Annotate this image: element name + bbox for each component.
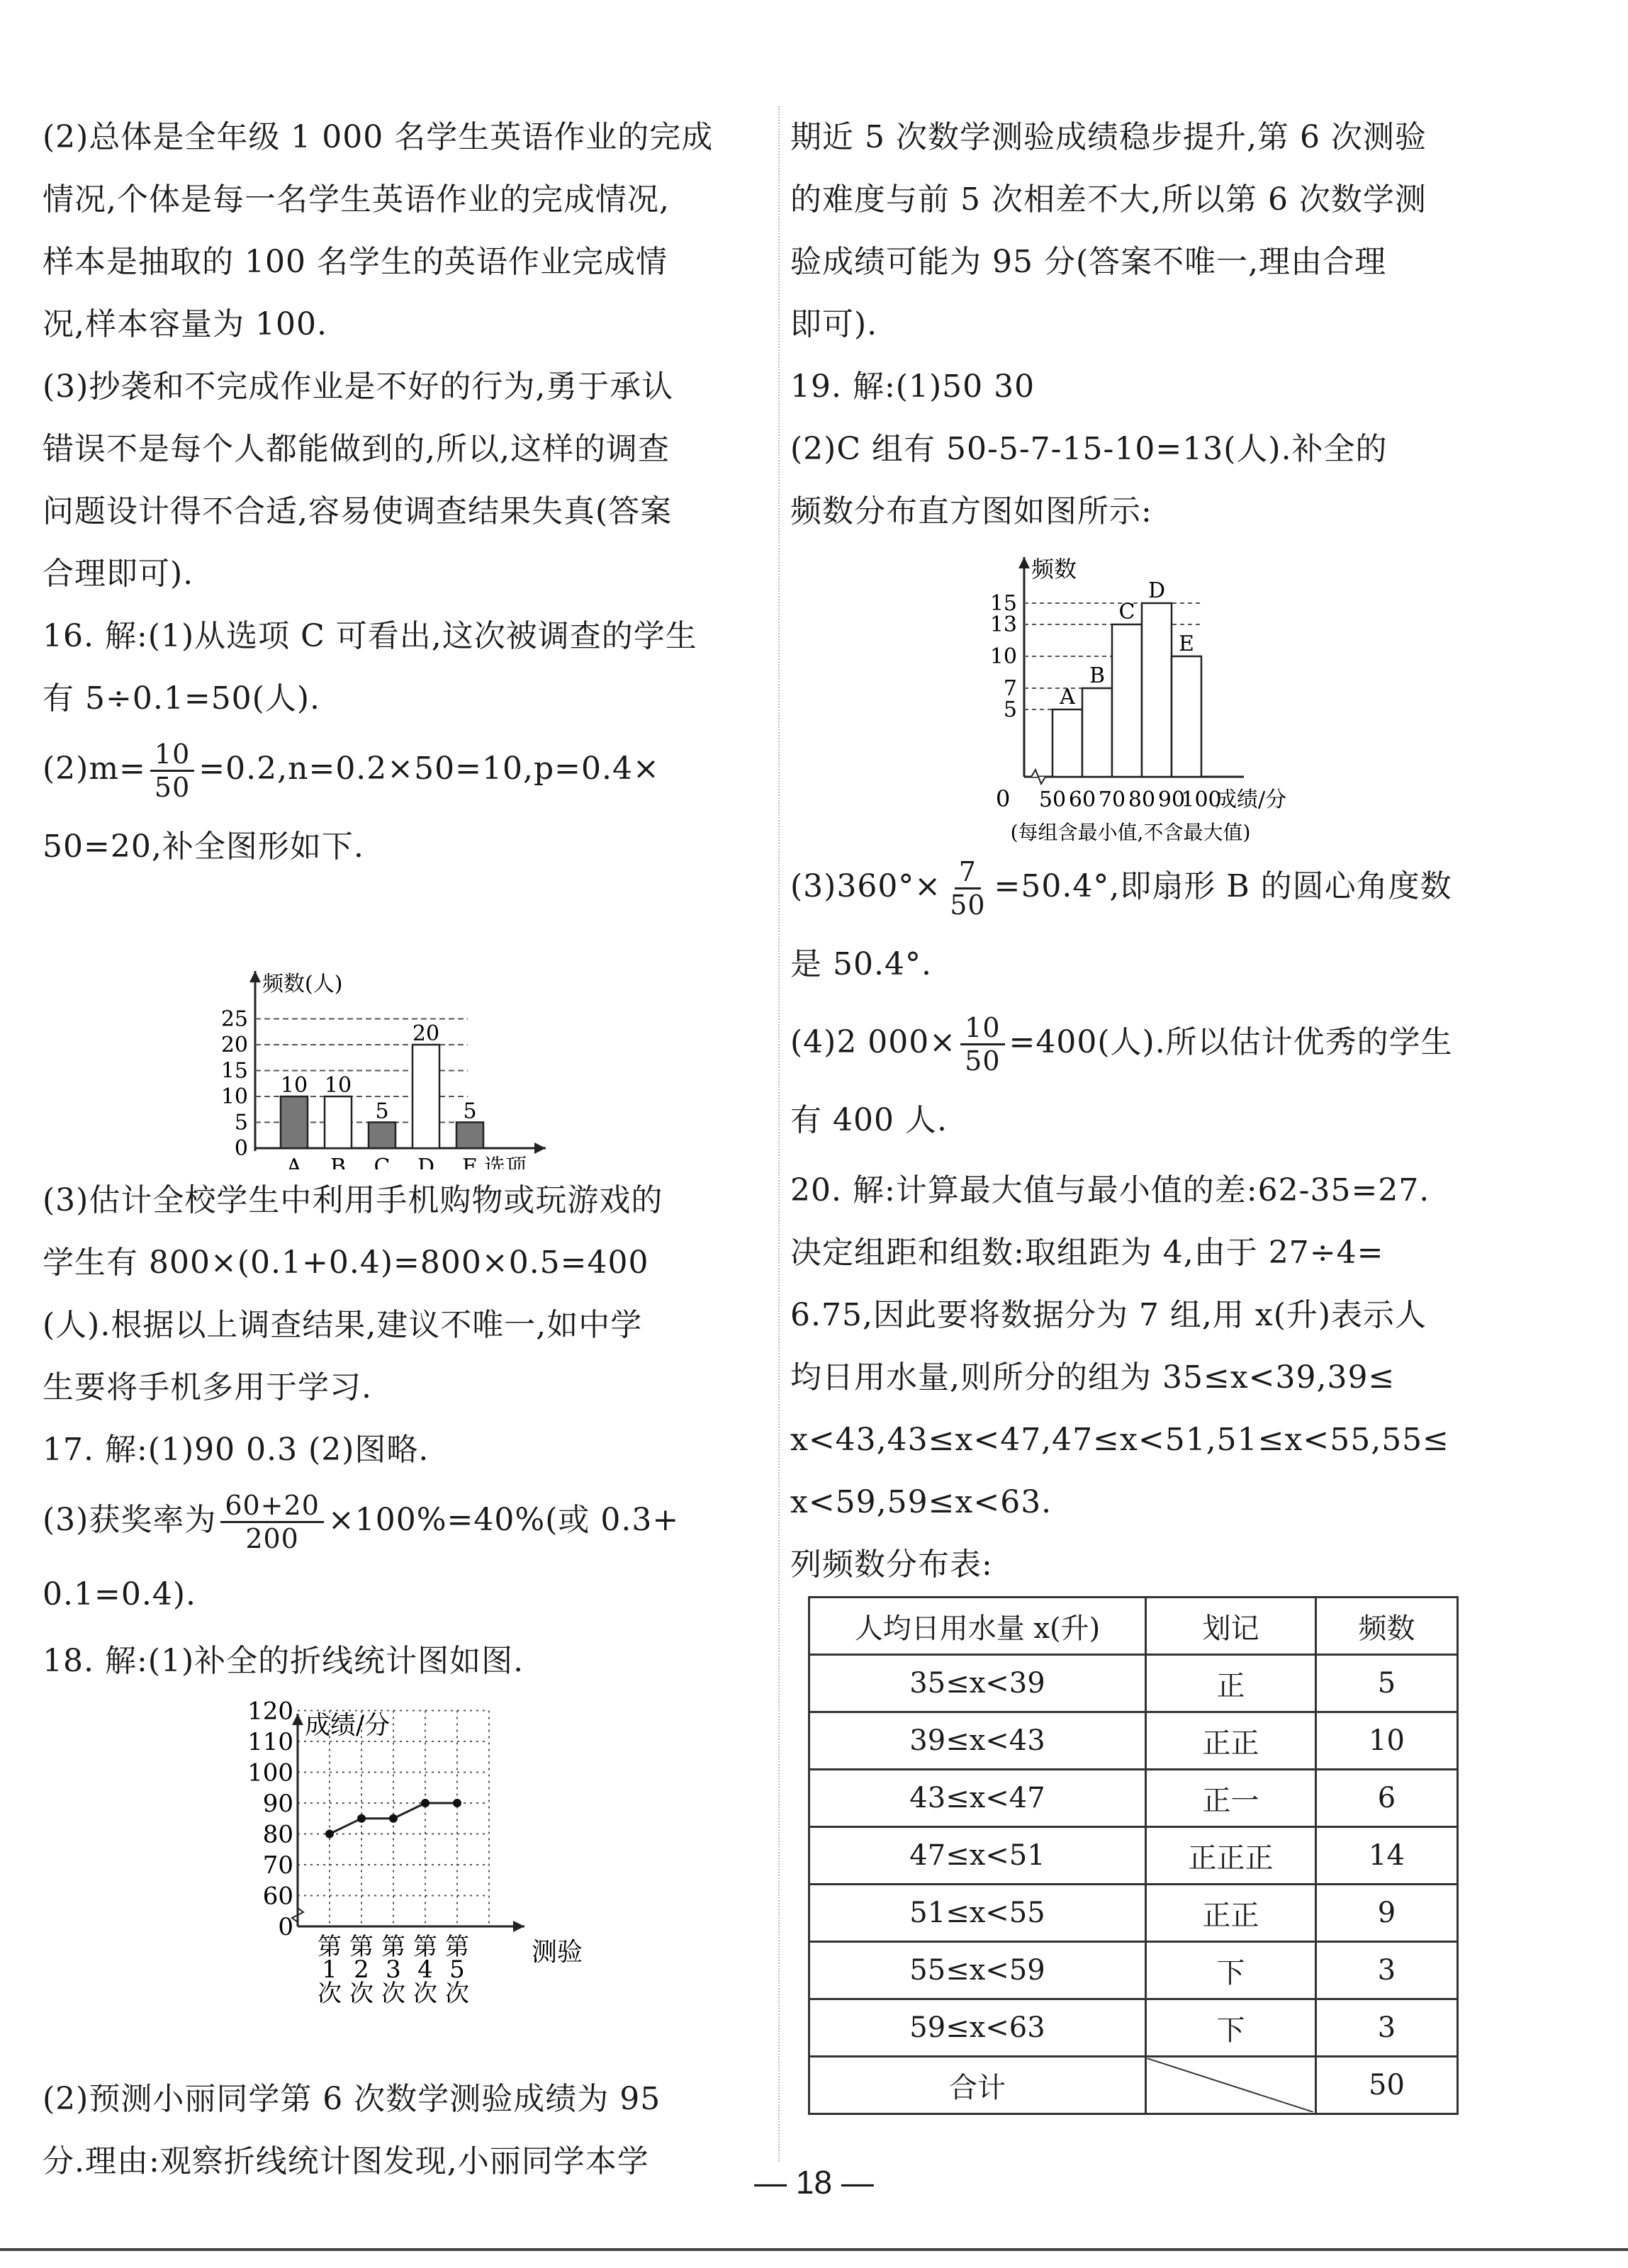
- table-cell: 正一: [1146, 1770, 1316, 1827]
- y-tick-label: 110: [247, 1728, 293, 1756]
- x-tick-label-top: 第: [445, 1933, 469, 1961]
- text-line: 即可).: [790, 306, 878, 342]
- text-span: (3)获奖率为: [43, 1502, 217, 1538]
- data-label: 5: [463, 1099, 477, 1124]
- y-axis-label: 成绩/分: [305, 1711, 391, 1740]
- q16-part3: [43, 1169, 737, 1419]
- x-tick-label: A: [286, 1155, 302, 1169]
- q18-line-chart-svg: [43, 1692, 737, 2068]
- x-axis-label: 选项: [484, 1155, 527, 1169]
- table-row: [809, 1655, 1458, 1712]
- x-axis-arrow: [534, 1143, 546, 1154]
- x-tick-label: 100: [1181, 787, 1222, 812]
- text-line: 验成绩可能为 95 分(答案不唯一,理由合理: [790, 244, 1387, 280]
- y-tick-label: 15: [989, 591, 1017, 616]
- table-cell: 50: [1316, 2057, 1458, 2114]
- q19-part3: [790, 848, 1488, 926]
- x-tick-label: 70: [1098, 787, 1126, 812]
- y-axis-arrow: [292, 1714, 303, 1725]
- q16-bar-chart: [43, 886, 737, 1169]
- data-label: 20: [412, 1021, 440, 1046]
- bin-bar-D: [1142, 603, 1172, 777]
- text-line: 频数分布直方图如图所示:: [790, 493, 1152, 529]
- table-cell: 55≤x<59: [809, 1942, 1146, 1999]
- x-tick-label: 90: [1157, 787, 1186, 812]
- table-cell: 6: [1316, 1770, 1458, 1827]
- text-line: 样本是抽取的 100 名学生的英语作业完成情: [43, 244, 668, 280]
- text-line: 16. 解:(1)从选项 C 可看出,这次被调查的学生: [43, 618, 697, 654]
- x-tick-label: B: [330, 1155, 347, 1169]
- text-line: 学生有 800×(0.1+0.4)=800×0.5=400: [43, 1245, 649, 1281]
- text-line: 是 50.4°.: [790, 946, 932, 982]
- text-line: 均日用水量,则所分的组为 35≤x<39,39≤: [790, 1359, 1396, 1396]
- fraction: [945, 856, 989, 921]
- y-tick-label: 10: [989, 644, 1017, 669]
- x-tick-label-bot: 次: [413, 1980, 437, 2008]
- data-point: [453, 1799, 461, 1807]
- bin-bar-A: [1052, 709, 1082, 777]
- bar-A: [281, 1096, 308, 1148]
- table-row: [809, 1999, 1458, 2057]
- y-tick-label: 20: [220, 1033, 248, 1057]
- bin-label: E: [1179, 631, 1194, 656]
- text-line: 情况,个体是每一名学生英语作业的完成情况,: [43, 181, 670, 218]
- bin-bar-B: [1082, 688, 1112, 777]
- diagonal-line: [1147, 2058, 1313, 2112]
- text-span: (4)2 000×: [790, 1024, 957, 1060]
- table-cell: 下: [1146, 1942, 1316, 1999]
- table-header: 频数: [1316, 1598, 1458, 1655]
- table-cell: 10: [1316, 1712, 1458, 1770]
- page-number: — 18 —: [754, 2164, 874, 2201]
- text-line: x<43,43≤x<47,47≤x<51,51≤x<55,55≤: [790, 1422, 1450, 1458]
- text-line: (2)预测小丽同学第 6 次数学测验成绩为 95: [43, 2081, 661, 2117]
- text-line: 0.1=0.4).: [43, 1576, 196, 1612]
- fraction-numerator: 10: [150, 739, 194, 772]
- x-axis-label: 测验: [532, 1938, 583, 1967]
- table-cell: 正: [1146, 1655, 1316, 1712]
- left-column: [43, 106, 737, 2193]
- text-span: =400(人).所以估计优秀的学生: [1009, 1024, 1453, 1060]
- table-total-row: [809, 2057, 1458, 2114]
- y-axis-label: 频数: [1031, 556, 1077, 583]
- fraction-denominator: 50: [965, 1045, 1001, 1077]
- x-tick-label: 80: [1128, 787, 1156, 812]
- y-tick-label: 25: [220, 1006, 248, 1032]
- text-span: =50.4°,即扇形 B 的圆心角度数: [994, 868, 1452, 904]
- q15-part2: [43, 106, 737, 356]
- text-span: =0.2,n=0.2×50=10,p=0.4×: [198, 751, 660, 787]
- x-tick-label-top: 第: [349, 1933, 374, 1961]
- y-tick-label: 5: [1003, 697, 1017, 722]
- text-line: (2)C 组有 50-5-7-15-10=13(人).补全的: [790, 431, 1388, 467]
- table-header-row: [809, 1598, 1458, 1655]
- table-cell: 正正: [1146, 1885, 1316, 1942]
- text-line: 合理即可).: [43, 556, 194, 592]
- q18-part2-continued: [790, 106, 1488, 356]
- table-cell: 39≤x<43: [809, 1712, 1146, 1770]
- bin-label: C: [1118, 600, 1135, 624]
- table-cell: 正正正: [1146, 1827, 1316, 1885]
- table-cell-diagonal: [1146, 2057, 1316, 2114]
- x-tick-label-bot: 次: [349, 1980, 374, 2008]
- q16-bar-chart-svg: [43, 886, 737, 1169]
- y-tick-label: 100: [247, 1758, 293, 1787]
- x-tick-label-mid: 1: [322, 1955, 337, 1984]
- x-tick-label: 50: [1038, 787, 1067, 812]
- y-tick-label: 120: [247, 1697, 293, 1726]
- data-point: [357, 1814, 366, 1823]
- fraction-numerator: 60+20: [220, 1490, 324, 1523]
- text-line: 有 5÷0.1=50(人).: [43, 680, 320, 717]
- y-tick-label: 80: [262, 1820, 293, 1849]
- q19-part1: 19. 解:(1)50 30: [790, 369, 1035, 405]
- x-tick-label-mid: 3: [386, 1955, 401, 1984]
- y-tick-label: 90: [262, 1790, 293, 1818]
- text-line: 期近 5 次数学测验成绩稳步提升,第 6 次测验: [790, 119, 1427, 155]
- table-cell: 51≤x<55: [809, 1885, 1146, 1942]
- table-cell: 9: [1316, 1885, 1458, 1942]
- text-line: 况,样本容量为 100.: [43, 306, 327, 342]
- fraction-denominator: 50: [950, 889, 986, 921]
- q15-part3: [43, 356, 737, 605]
- y-tick-label: 0: [234, 1136, 248, 1161]
- column-divider: [778, 106, 780, 2162]
- table-cell: 35≤x<39: [809, 1655, 1146, 1712]
- x-tick-label-bot: 次: [381, 1980, 405, 2008]
- x-tick-label: 60: [1068, 787, 1096, 812]
- text-line: 50=20,补全图形如下.: [43, 829, 364, 865]
- text-line: 6.75,因此要将数据分为 7 组,用 x(升)表示人: [790, 1297, 1427, 1333]
- text-line: 分.理由:观察折线统计图发现,小丽同学本学: [43, 2143, 649, 2179]
- text-line: (3)估计全校学生中利用手机购物或玩游戏的: [43, 1182, 663, 1218]
- q17-part1: 17. 解:(1)90 0.3 (2)图略.: [43, 1432, 430, 1468]
- text-line: 的难度与前 5 次相差不大,所以第 6 次数学测: [790, 181, 1427, 218]
- y-tick-label: 15: [220, 1058, 248, 1084]
- y-tick-label: 70: [262, 1851, 293, 1880]
- bottom-rule: [0, 2248, 1628, 2251]
- data-point: [325, 1830, 334, 1838]
- table-cell: 3: [1316, 1942, 1458, 1999]
- x-tick-label-mid: 5: [449, 1955, 465, 1984]
- table-cell: 正正: [1146, 1712, 1316, 1770]
- q18-line-chart: [43, 1692, 737, 2068]
- table-header: 人均日用水量 x(升): [809, 1598, 1146, 1655]
- histogram-note: (每组含最小值,不含最大值): [1010, 821, 1251, 844]
- fraction-denominator: 50: [154, 772, 191, 803]
- y-axis-arrow: [249, 971, 261, 982]
- right-column: [790, 106, 1488, 2115]
- data-point: [421, 1799, 430, 1807]
- text-line: 错误不是每个人都能做到的,所以,这样的调查: [43, 431, 670, 467]
- text-line: 有 400 人.: [790, 1102, 948, 1138]
- table-header: 划记: [1146, 1598, 1316, 1655]
- q19-histogram-svg: [790, 543, 1488, 848]
- x-axis-label: 成绩/分: [1216, 787, 1287, 812]
- y-axis-label: 频数(人): [262, 972, 343, 997]
- text-line: (3)抄袭和不完成作业是不好的行为,勇于承认: [43, 369, 674, 405]
- table-cell: 14: [1316, 1827, 1458, 1885]
- table-cell: 59≤x<63: [809, 1999, 1146, 2057]
- x-tick-label-mid: 2: [354, 1955, 369, 1984]
- text-line: (人).根据以上调查结果,建议不唯一,如中学: [43, 1307, 643, 1343]
- y-tick-label: 10: [220, 1084, 248, 1109]
- bin-label: D: [1147, 578, 1166, 603]
- table-cell: 43≤x<47: [809, 1770, 1146, 1827]
- q18-part1: 18. 解:(1)补全的折线统计图如图.: [43, 1643, 524, 1679]
- text-span: ×100%=40%(或 0.3+: [327, 1502, 680, 1538]
- q17-part3: [43, 1481, 737, 1559]
- text-line: 生要将手机多用于学习.: [43, 1369, 372, 1405]
- x-tick-label-mid: 4: [417, 1955, 433, 1984]
- text-line: 20. 解:计算最大值与最小值的差:62-35=27.: [790, 1172, 1430, 1208]
- y-tick-label: 60: [262, 1882, 293, 1911]
- frequency-table: [808, 1596, 1459, 2115]
- bin-bar-C: [1112, 624, 1142, 777]
- bin-bar-E: [1172, 656, 1201, 777]
- text-line: 问题设计得不合适,容易使调查结果失真(答案: [43, 493, 673, 529]
- fraction-numerator: 7: [955, 856, 981, 889]
- text-line: 决定组距和组数:取组距为 4,由于 27÷4=: [790, 1235, 1384, 1271]
- x-tick-label-top: 第: [318, 1933, 342, 1961]
- table-cell: 5: [1316, 1655, 1458, 1712]
- origin-label: 0: [996, 785, 1011, 812]
- bar-B: [325, 1096, 352, 1148]
- text-span: (3)360°×: [790, 868, 942, 904]
- x-tick-label-bot: 次: [445, 1980, 469, 2008]
- y-tick-label: 7: [1003, 676, 1017, 701]
- x-axis-arrow: [513, 1921, 524, 1932]
- axis-break: [1031, 770, 1045, 784]
- fraction: [220, 1490, 324, 1554]
- table-row: [809, 1770, 1458, 1827]
- y-tick-label: 0: [278, 1913, 293, 1941]
- text-line: (2)总体是全年级 1 000 名学生英语作业的完成: [43, 119, 714, 155]
- bar-E: [456, 1123, 483, 1149]
- table-row: [809, 1885, 1458, 1942]
- data-label: 5: [375, 1099, 389, 1124]
- q19-part2: [790, 418, 1488, 543]
- q16-part1: [43, 605, 737, 730]
- x-tick-label-bot: 次: [318, 1980, 342, 2008]
- x-tick-label: C: [374, 1155, 391, 1169]
- bin-label: B: [1089, 663, 1106, 688]
- x-tick-label: E: [462, 1155, 478, 1169]
- x-tick-label-top: 第: [381, 1933, 405, 1961]
- y-tick-label: 5: [234, 1110, 248, 1135]
- bar-D: [412, 1045, 439, 1148]
- q16-part2: [43, 730, 737, 808]
- table-cell: 47≤x<51: [809, 1827, 1146, 1885]
- q19-part4: [790, 1004, 1488, 1082]
- table-cell: 合计: [809, 2057, 1146, 2114]
- fraction: [960, 1012, 1004, 1077]
- table-row: [809, 1712, 1458, 1770]
- bar-C: [369, 1123, 395, 1149]
- data-label: 10: [324, 1073, 352, 1098]
- text-span: (2)m=: [43, 751, 146, 787]
- fraction: [150, 739, 194, 803]
- table-row: [809, 1942, 1458, 1999]
- x-tick-label-top: 第: [413, 1933, 437, 1961]
- fraction-numerator: 10: [960, 1012, 1004, 1045]
- y-axis-arrow: [1018, 557, 1030, 568]
- q20: [790, 1160, 1488, 1596]
- text-line: 列频数分布表:: [790, 1546, 993, 1583]
- data-point: [389, 1814, 398, 1823]
- table-row: [809, 1827, 1458, 1885]
- table-cell: 下: [1146, 1999, 1316, 2057]
- table-cell: 3: [1316, 1999, 1458, 2057]
- q19-histogram: [790, 543, 1488, 848]
- data-label: 10: [280, 1073, 308, 1098]
- x-tick-label: D: [417, 1155, 435, 1169]
- y-tick-label: 13: [989, 612, 1017, 637]
- text-line: x<59,59≤x<63.: [790, 1484, 1052, 1520]
- fraction-denominator: 200: [245, 1523, 299, 1554]
- bin-label: A: [1060, 685, 1075, 709]
